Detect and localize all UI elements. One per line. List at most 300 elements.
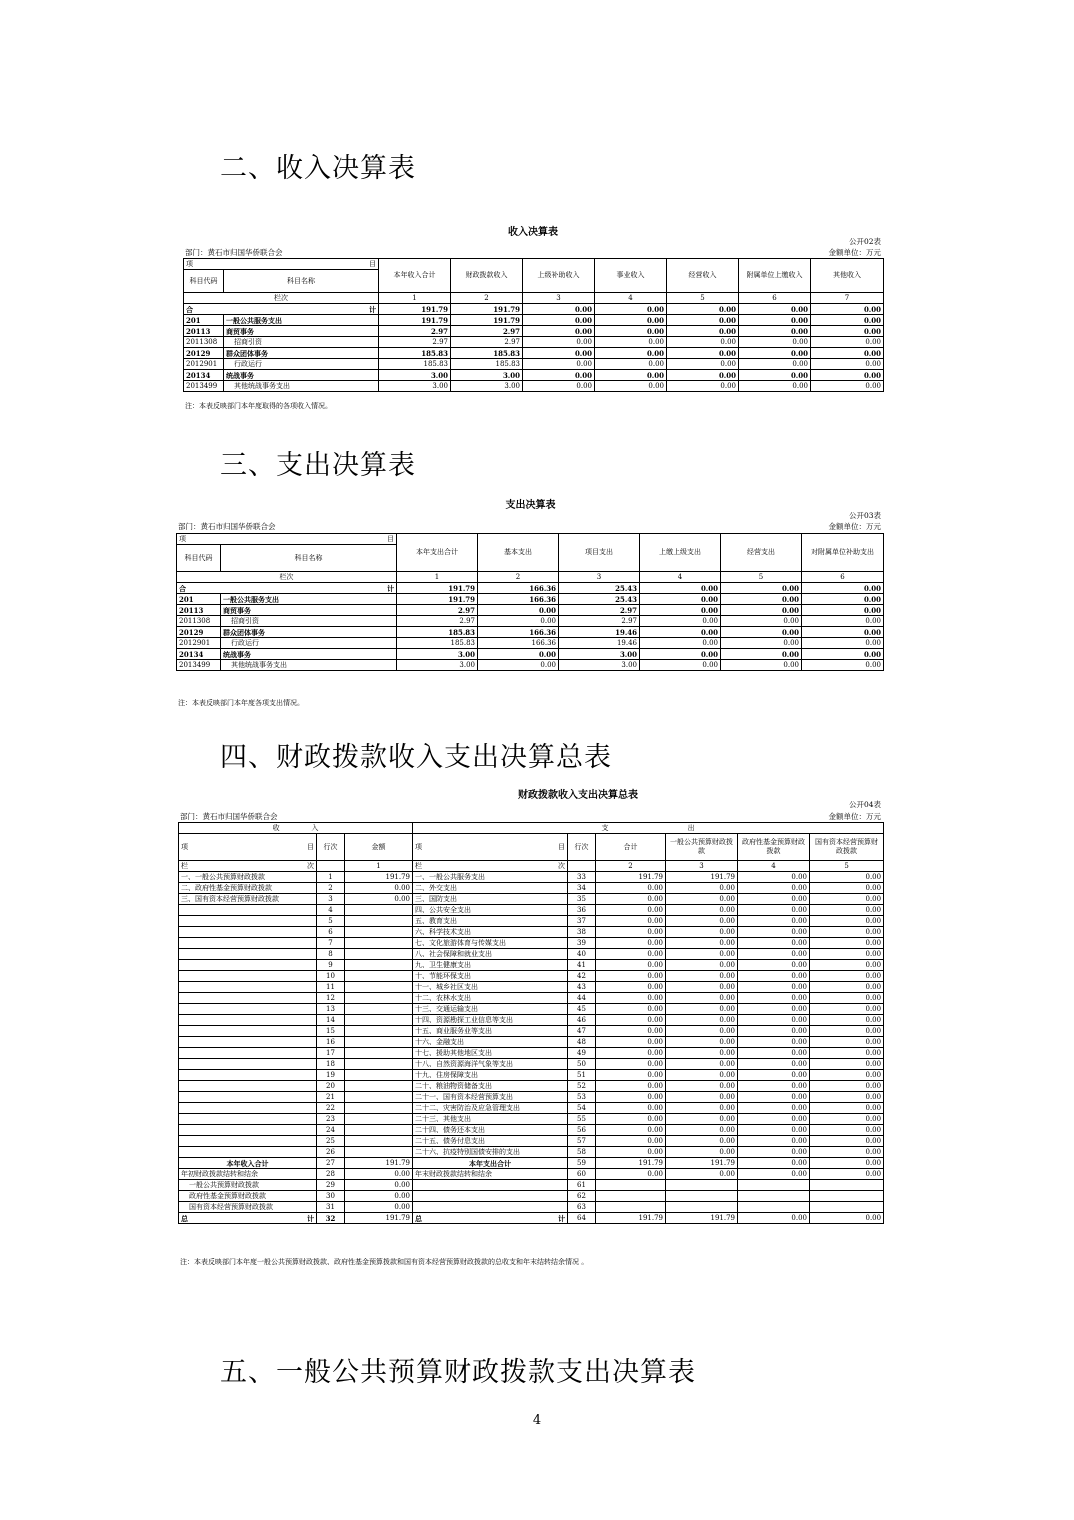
expense-lanci: 栏次	[177, 572, 397, 583]
fiscal-right-item: 十九、住房保障支出	[413, 1070, 568, 1081]
income-colnum: 3	[523, 293, 595, 304]
fiscal-row-value: 191.79	[666, 1158, 738, 1169]
expense-row-value: 185.83	[397, 638, 478, 649]
fiscal-left-item: 本年收入合计	[179, 1158, 317, 1169]
fiscal-right-item: 六、科学技术支出	[413, 927, 568, 938]
fiscal-row-value: 0.00	[596, 993, 666, 1004]
expense-row-code: 201	[177, 594, 221, 605]
income-header-name: 科目名称	[224, 270, 379, 293]
income-table-code: 公开02表	[848, 237, 881, 246]
fiscal-right-hangci: 51	[568, 1070, 596, 1081]
fiscal-row-value: 0.00	[738, 1015, 810, 1026]
fiscal-right-item: 三、国防支出	[413, 894, 568, 905]
expense-colnum: 1	[397, 572, 478, 583]
fiscal-row-value	[596, 1202, 666, 1213]
income-table-title: 收入决算表	[508, 227, 558, 238]
fiscal-right-item: 二十二、灾害防治及应急管理支出	[413, 1103, 568, 1114]
income-col-header: 附属单位上缴收入	[739, 259, 811, 293]
fiscal-row-value: 0.00	[666, 883, 738, 894]
expense-table-row	[177, 616, 884, 627]
fiscal-row-value: 0.00	[666, 1136, 738, 1147]
fiscal-row-value: 0.00	[810, 927, 884, 938]
fiscal-row-value: 0.00	[666, 1169, 738, 1180]
fiscal-left-hangci: 17	[317, 1048, 345, 1059]
fiscal-row-value: 0.00	[738, 1103, 810, 1114]
fiscal-table-row	[179, 916, 884, 927]
fiscal-row-value: 0.00	[666, 1037, 738, 1048]
fiscal-row-value: 0.00	[666, 1103, 738, 1114]
fiscal-row-value: 0.00	[738, 971, 810, 982]
fiscal-left-amount	[345, 916, 413, 927]
expense-row-value: 19.46	[559, 638, 640, 649]
fiscal-row-value	[738, 1180, 810, 1191]
income-col-header: 本年收入合计	[379, 259, 451, 293]
fiscal-right-hangci-header: 行次	[568, 834, 596, 861]
fiscal-row-value: 191.79	[666, 872, 738, 883]
fiscal-right-item: 一、一般公共服务支出	[413, 872, 568, 883]
income-row-value: 0.00	[667, 348, 739, 359]
fiscal-row-value: 0.00	[666, 1048, 738, 1059]
fiscal-table-row	[179, 1026, 884, 1037]
fiscal-row-value: 0.00	[738, 1059, 810, 1070]
income-row-value: 185.83	[451, 348, 523, 359]
income-row-value: 0.00	[667, 315, 739, 326]
fiscal-left-hangci: 5	[317, 916, 345, 927]
fiscal-table-row	[179, 1180, 884, 1191]
income-row-value: 0.00	[595, 359, 667, 370]
fiscal-right-item: 二十、粮油物资储备支出	[413, 1081, 568, 1092]
expense-row-value: 0.00	[802, 594, 884, 605]
expense-row-value: 0.00	[721, 660, 802, 671]
income-table-row	[184, 337, 884, 348]
expense-row-value: 0.00	[640, 616, 721, 627]
fiscal-left-hangci: 14	[317, 1015, 345, 1026]
expense-row-value: 191.79	[397, 594, 478, 605]
income-row-value: 0.00	[811, 359, 884, 370]
fiscal-row-value: 0.00	[810, 905, 884, 916]
fiscal-left-item	[179, 1147, 317, 1158]
income-total-cell: 0.00	[811, 304, 884, 315]
fiscal-left-amount	[345, 905, 413, 916]
fiscal-right-item	[413, 1180, 568, 1191]
expense-row-value: 3.00	[397, 649, 478, 660]
fiscal-right-hangci: 34	[568, 883, 596, 894]
fiscal-table-row	[179, 894, 884, 905]
expense-row-name: 群众团体事务	[221, 627, 397, 638]
section-heading-fiscal: 四、财政拨款收入支出决算总表	[220, 742, 612, 773]
fiscal-left-amount	[345, 1059, 413, 1070]
fiscal-right-item: 八、社会保障和就业支出	[413, 949, 568, 960]
income-row-value: 0.00	[667, 381, 739, 392]
fiscal-blank-cell	[568, 861, 596, 872]
expense-colnum: 5	[721, 572, 802, 583]
fiscal-row-value: 0.00	[738, 993, 810, 1004]
income-row-value: 185.83	[379, 348, 451, 359]
expense-department: 部门：黄石市归国华侨联合会	[178, 522, 276, 531]
fiscal-row-value: 0.00	[738, 949, 810, 960]
fiscal-left-item	[179, 971, 317, 982]
fiscal-table-row	[179, 960, 884, 971]
fiscal-left-item	[179, 938, 317, 949]
expense-col-header: 基本支出	[478, 534, 559, 572]
income-row-value: 185.83	[379, 359, 451, 370]
income-row-value: 191.79	[451, 315, 523, 326]
fiscal-row-value: 0.00	[596, 1004, 666, 1015]
fiscal-right-item: 十四、资源勘探工业信息等支出	[413, 1015, 568, 1026]
fiscal-left-hangci: 10	[317, 971, 345, 982]
fiscal-table-row	[179, 938, 884, 949]
expense-row-value: 0.00	[721, 638, 802, 649]
expense-row-value: 3.00	[559, 649, 640, 660]
fiscal-table-row	[179, 1015, 884, 1026]
income-total-cell: 191.79	[379, 304, 451, 315]
income-row-value: 0.00	[811, 348, 884, 359]
fiscal-row-value: 0.00	[596, 982, 666, 993]
expense-unit: 金额单位：万元	[828, 522, 881, 531]
fiscal-row-value: 0.00	[666, 894, 738, 905]
fiscal-right-item: 二、外交支出	[413, 883, 568, 894]
expense-header-name: 科目名称	[221, 545, 397, 572]
income-row-value: 0.00	[739, 326, 811, 337]
expense-row-value: 0.00	[721, 616, 802, 627]
expense-row-value: 0.00	[721, 627, 802, 638]
income-table	[183, 258, 884, 392]
fiscal-row-value: 0.00	[738, 982, 810, 993]
fiscal-table-row	[179, 1081, 884, 1092]
expense-table-code: 公开03表	[848, 511, 881, 520]
income-colnum: 6	[739, 293, 811, 304]
income-unit: 金额单位：万元	[828, 248, 881, 257]
fiscal-right-hangci: 57	[568, 1136, 596, 1147]
fiscal-right-item: 本年支出合计	[413, 1158, 568, 1169]
fiscal-left-amount	[345, 927, 413, 938]
fiscal-left-amount	[345, 1048, 413, 1059]
fiscal-grand-total-right: 总 计	[413, 1213, 568, 1224]
expense-table-row	[177, 660, 884, 671]
fiscal-left-amount: 0.00	[345, 1191, 413, 1202]
fiscal-right-item: 五、教育支出	[413, 916, 568, 927]
fiscal-left-item	[179, 1026, 317, 1037]
expense-row-value: 0.00	[640, 649, 721, 660]
income-row-value: 0.00	[595, 348, 667, 359]
fiscal-right-item: 十八、自然资源海洋气象等支出	[413, 1059, 568, 1070]
fiscal-left-item	[179, 1048, 317, 1059]
income-table-row	[184, 348, 884, 359]
expense-row-value: 0.00	[640, 627, 721, 638]
fiscal-left-amount	[345, 971, 413, 982]
fiscal-row-value: 0.00	[596, 949, 666, 960]
fiscal-grand-cell: 191.79	[666, 1213, 738, 1224]
expense-table-row	[177, 627, 884, 638]
fiscal-left-item	[179, 1114, 317, 1125]
fiscal-unit: 金额单位：万元	[828, 812, 881, 821]
expense-row-value: 185.83	[397, 627, 478, 638]
income-row-value: 0.00	[739, 370, 811, 381]
fiscal-left-hangci: 22	[317, 1103, 345, 1114]
fiscal-row-value: 0.00	[810, 1048, 884, 1059]
fiscal-right-item: 七、文化旅游体育与传媒支出	[413, 938, 568, 949]
fiscal-row-value: 0.00	[596, 1070, 666, 1081]
income-total-cell: 0.00	[523, 304, 595, 315]
expense-row-value: 0.00	[802, 616, 884, 627]
fiscal-right-hangci: 58	[568, 1147, 596, 1158]
fiscal-right-hangci: 63	[568, 1202, 596, 1213]
fiscal-row-value: 0.00	[810, 872, 884, 883]
fiscal-colnum: 5	[810, 861, 884, 872]
fiscal-row-value: 0.00	[738, 1048, 810, 1059]
fiscal-table-row	[179, 993, 884, 1004]
expense-row-name: 商贸事务	[221, 605, 397, 616]
expense-total-cell: 191.79	[397, 583, 478, 594]
fiscal-right-xiangmu-header: 项 目	[413, 834, 568, 861]
income-note: 注：本表反映部门本年度取得的各项收入情况。	[185, 402, 332, 410]
fiscal-left-item: 二、政府性基金预算财政拨款	[179, 883, 317, 894]
income-row-code: 2013499	[184, 381, 224, 392]
income-row-name: 行政运行	[224, 359, 379, 370]
fiscal-table-row	[179, 1059, 884, 1070]
fiscal-right-hangci: 42	[568, 971, 596, 982]
income-row-code: 2012901	[184, 359, 224, 370]
fiscal-row-value: 0.00	[666, 960, 738, 971]
income-row-value: 3.00	[379, 370, 451, 381]
income-col-header: 其他收入	[811, 259, 884, 293]
fiscal-table-row	[179, 949, 884, 960]
income-table-row	[184, 315, 884, 326]
expense-colnum: 6	[802, 572, 884, 583]
fiscal-table-row	[179, 1037, 884, 1048]
income-header-xiangmu: 项 目	[184, 259, 379, 270]
fiscal-row-value: 0.00	[810, 1004, 884, 1015]
income-colnum: 2	[451, 293, 523, 304]
expense-row-value: 0.00	[640, 594, 721, 605]
fiscal-left-hangci: 4	[317, 905, 345, 916]
fiscal-right-hangci: 56	[568, 1125, 596, 1136]
income-row-value: 0.00	[739, 348, 811, 359]
fiscal-left-hangci: 2	[317, 883, 345, 894]
expense-row-value: 0.00	[478, 660, 559, 671]
fiscal-row-value: 0.00	[738, 927, 810, 938]
income-row-value: 0.00	[523, 381, 595, 392]
fiscal-table-row	[179, 1169, 884, 1180]
fiscal-left-item: 一般公共预算财政拨款	[179, 1180, 317, 1191]
fiscal-left-amount	[345, 1092, 413, 1103]
fiscal-table-code: 公开04表	[848, 800, 881, 809]
expense-row-value: 0.00	[640, 660, 721, 671]
fiscal-row-value: 0.00	[666, 1114, 738, 1125]
fiscal-row-value: 0.00	[738, 938, 810, 949]
expense-row-value: 2.97	[397, 616, 478, 627]
fiscal-left-hangci: 8	[317, 949, 345, 960]
fiscal-right-hangci: 55	[568, 1114, 596, 1125]
income-row-value: 0.00	[811, 315, 884, 326]
fiscal-right-item: 十六、金融支出	[413, 1037, 568, 1048]
expense-row-value: 0.00	[478, 605, 559, 616]
fiscal-row-value: 0.00	[666, 938, 738, 949]
fiscal-row-value: 0.00	[666, 982, 738, 993]
fiscal-row-value: 191.79	[596, 872, 666, 883]
fiscal-right-hangci: 47	[568, 1026, 596, 1037]
fiscal-row-value: 0.00	[810, 993, 884, 1004]
fiscal-row-value: 0.00	[738, 1158, 810, 1169]
fiscal-row-value: 0.00	[810, 960, 884, 971]
fiscal-right-hangci: 39	[568, 938, 596, 949]
fiscal-left-hangci: 29	[317, 1180, 345, 1191]
fiscal-row-value: 0.00	[596, 938, 666, 949]
expense-header-xiangmu: 项 目	[177, 534, 397, 545]
fiscal-table-row	[179, 971, 884, 982]
expense-total-cell: 166.36	[478, 583, 559, 594]
income-department: 部门：黄石市归国华侨联合会	[185, 248, 283, 257]
fiscal-col-header: 政府性基金预算财政拨款	[738, 834, 810, 861]
fiscal-amount-header: 金额	[345, 834, 413, 861]
fiscal-left-amount: 191.79	[345, 872, 413, 883]
fiscal-left-item: 一、一般公共预算财政拨款	[179, 872, 317, 883]
fiscal-left-hangci: 16	[317, 1037, 345, 1048]
fiscal-left-item	[179, 993, 317, 1004]
income-row-value: 0.00	[811, 370, 884, 381]
fiscal-row-value: 0.00	[738, 1114, 810, 1125]
fiscal-row-value: 0.00	[738, 905, 810, 916]
expense-row-value: 0.00	[478, 649, 559, 660]
expense-row-value: 19.46	[559, 627, 640, 638]
fiscal-table-row	[179, 1136, 884, 1147]
expense-row-code: 20129	[177, 627, 221, 638]
section-heading-expense: 三、支出决算表	[220, 450, 416, 481]
fiscal-row-value: 0.00	[738, 960, 810, 971]
fiscal-left-amount	[345, 1081, 413, 1092]
fiscal-table-row	[179, 883, 884, 894]
income-total-cell: 191.79	[451, 304, 523, 315]
fiscal-row-value: 0.00	[596, 894, 666, 905]
fiscal-row-value: 0.00	[596, 1103, 666, 1114]
fiscal-left-hangci: 19	[317, 1070, 345, 1081]
fiscal-row-value	[810, 1180, 884, 1191]
fiscal-left-amount	[345, 1114, 413, 1125]
fiscal-right-item: 十、节能环保支出	[413, 971, 568, 982]
fiscal-row-value: 0.00	[596, 883, 666, 894]
expense-row-name: 一般公共服务支出	[221, 594, 397, 605]
expense-table-row	[177, 594, 884, 605]
fiscal-row-value: 0.00	[666, 927, 738, 938]
fiscal-row-value: 0.00	[666, 1081, 738, 1092]
fiscal-colnum: 2	[596, 861, 666, 872]
income-table-row	[184, 381, 884, 392]
fiscal-left-item	[179, 1081, 317, 1092]
fiscal-left-amount	[345, 1103, 413, 1114]
expense-row-name: 统战事务	[221, 649, 397, 660]
fiscal-row-value: 0.00	[596, 1169, 666, 1180]
fiscal-expense-side-header: 支 出	[413, 823, 884, 834]
fiscal-row-value: 0.00	[738, 1136, 810, 1147]
fiscal-table-row	[179, 1092, 884, 1103]
fiscal-left-item	[179, 1037, 317, 1048]
fiscal-row-value: 0.00	[666, 1004, 738, 1015]
fiscal-left-item	[179, 1136, 317, 1147]
fiscal-left-hangci: 26	[317, 1147, 345, 1158]
expense-row-value: 0.00	[802, 638, 884, 649]
fiscal-row-value: 0.00	[596, 1125, 666, 1136]
fiscal-left-item	[179, 927, 317, 938]
fiscal-row-value: 0.00	[596, 960, 666, 971]
fiscal-left-amount	[345, 1037, 413, 1048]
fiscal-row-value: 0.00	[810, 1092, 884, 1103]
income-colnum: 4	[595, 293, 667, 304]
income-row-value: 0.00	[667, 326, 739, 337]
fiscal-row-value: 0.00	[666, 1070, 738, 1081]
expense-table-row	[177, 649, 884, 660]
income-row-value: 2.97	[451, 326, 523, 337]
expense-col-header: 上缴上级支出	[640, 534, 721, 572]
fiscal-right-hangci: 40	[568, 949, 596, 960]
fiscal-row-value: 0.00	[738, 1169, 810, 1180]
fiscal-left-hangci: 27	[317, 1158, 345, 1169]
fiscal-row-value: 0.00	[596, 1081, 666, 1092]
fiscal-table-row	[179, 1147, 884, 1158]
income-row-value: 0.00	[811, 381, 884, 392]
income-col-header: 财政拨款收入	[451, 259, 523, 293]
fiscal-table-row	[179, 1202, 884, 1213]
fiscal-left-item	[179, 916, 317, 927]
fiscal-table-row	[179, 927, 884, 938]
fiscal-row-value	[810, 1202, 884, 1213]
expense-row-code: 20113	[177, 605, 221, 616]
fiscal-row-value: 0.00	[596, 1015, 666, 1026]
fiscal-row-value: 0.00	[666, 1125, 738, 1136]
fiscal-left-item: 国有资本经营预算财政拨款	[179, 1202, 317, 1213]
expense-total-cell: 0.00	[721, 583, 802, 594]
income-row-value: 0.00	[595, 315, 667, 326]
fiscal-row-value	[666, 1191, 738, 1202]
income-row-value: 0.00	[523, 337, 595, 348]
income-row-name: 统战事务	[224, 370, 379, 381]
expense-row-value: 2.97	[559, 605, 640, 616]
expense-row-value: 0.00	[721, 605, 802, 616]
income-colnum: 5	[667, 293, 739, 304]
fiscal-right-item: 十七、援助其他地区支出	[413, 1048, 568, 1059]
fiscal-left-amount	[345, 1147, 413, 1158]
income-row-code: 2011308	[184, 337, 224, 348]
expense-colnum: 4	[640, 572, 721, 583]
fiscal-right-item: 二十三、其他支出	[413, 1114, 568, 1125]
fiscal-left-amount	[345, 1026, 413, 1037]
fiscal-left-amount	[345, 993, 413, 1004]
fiscal-right-hangci: 60	[568, 1169, 596, 1180]
fiscal-right-hangci: 53	[568, 1092, 596, 1103]
expense-row-value: 3.00	[559, 660, 640, 671]
fiscal-left-amount	[345, 1125, 413, 1136]
expense-col-header: 对附属单位补助支出	[802, 534, 884, 572]
fiscal-row-value: 0.00	[810, 1114, 884, 1125]
income-row-value: 0.00	[523, 348, 595, 359]
income-row-value: 0.00	[667, 370, 739, 381]
fiscal-right-hangci: 49	[568, 1048, 596, 1059]
section-heading-income: 二、收入决算表	[220, 153, 416, 184]
income-table-row	[184, 326, 884, 337]
fiscal-left-amount	[345, 982, 413, 993]
expense-col-header: 本年支出合计	[397, 534, 478, 572]
fiscal-table-row	[179, 1103, 884, 1114]
fiscal-row-value: 0.00	[810, 971, 884, 982]
fiscal-left-hangci: 30	[317, 1191, 345, 1202]
fiscal-left-hangci: 1	[317, 872, 345, 883]
fiscal-total-header: 合计	[596, 834, 666, 861]
fiscal-row-value: 0.00	[738, 1092, 810, 1103]
fiscal-right-hangci: 36	[568, 905, 596, 916]
fiscal-blank-cell	[317, 861, 345, 872]
fiscal-grand-left-amount: 191.79	[345, 1213, 413, 1224]
fiscal-right-item: 十五、商业服务业等支出	[413, 1026, 568, 1037]
income-row-name: 商贸事务	[224, 326, 379, 337]
